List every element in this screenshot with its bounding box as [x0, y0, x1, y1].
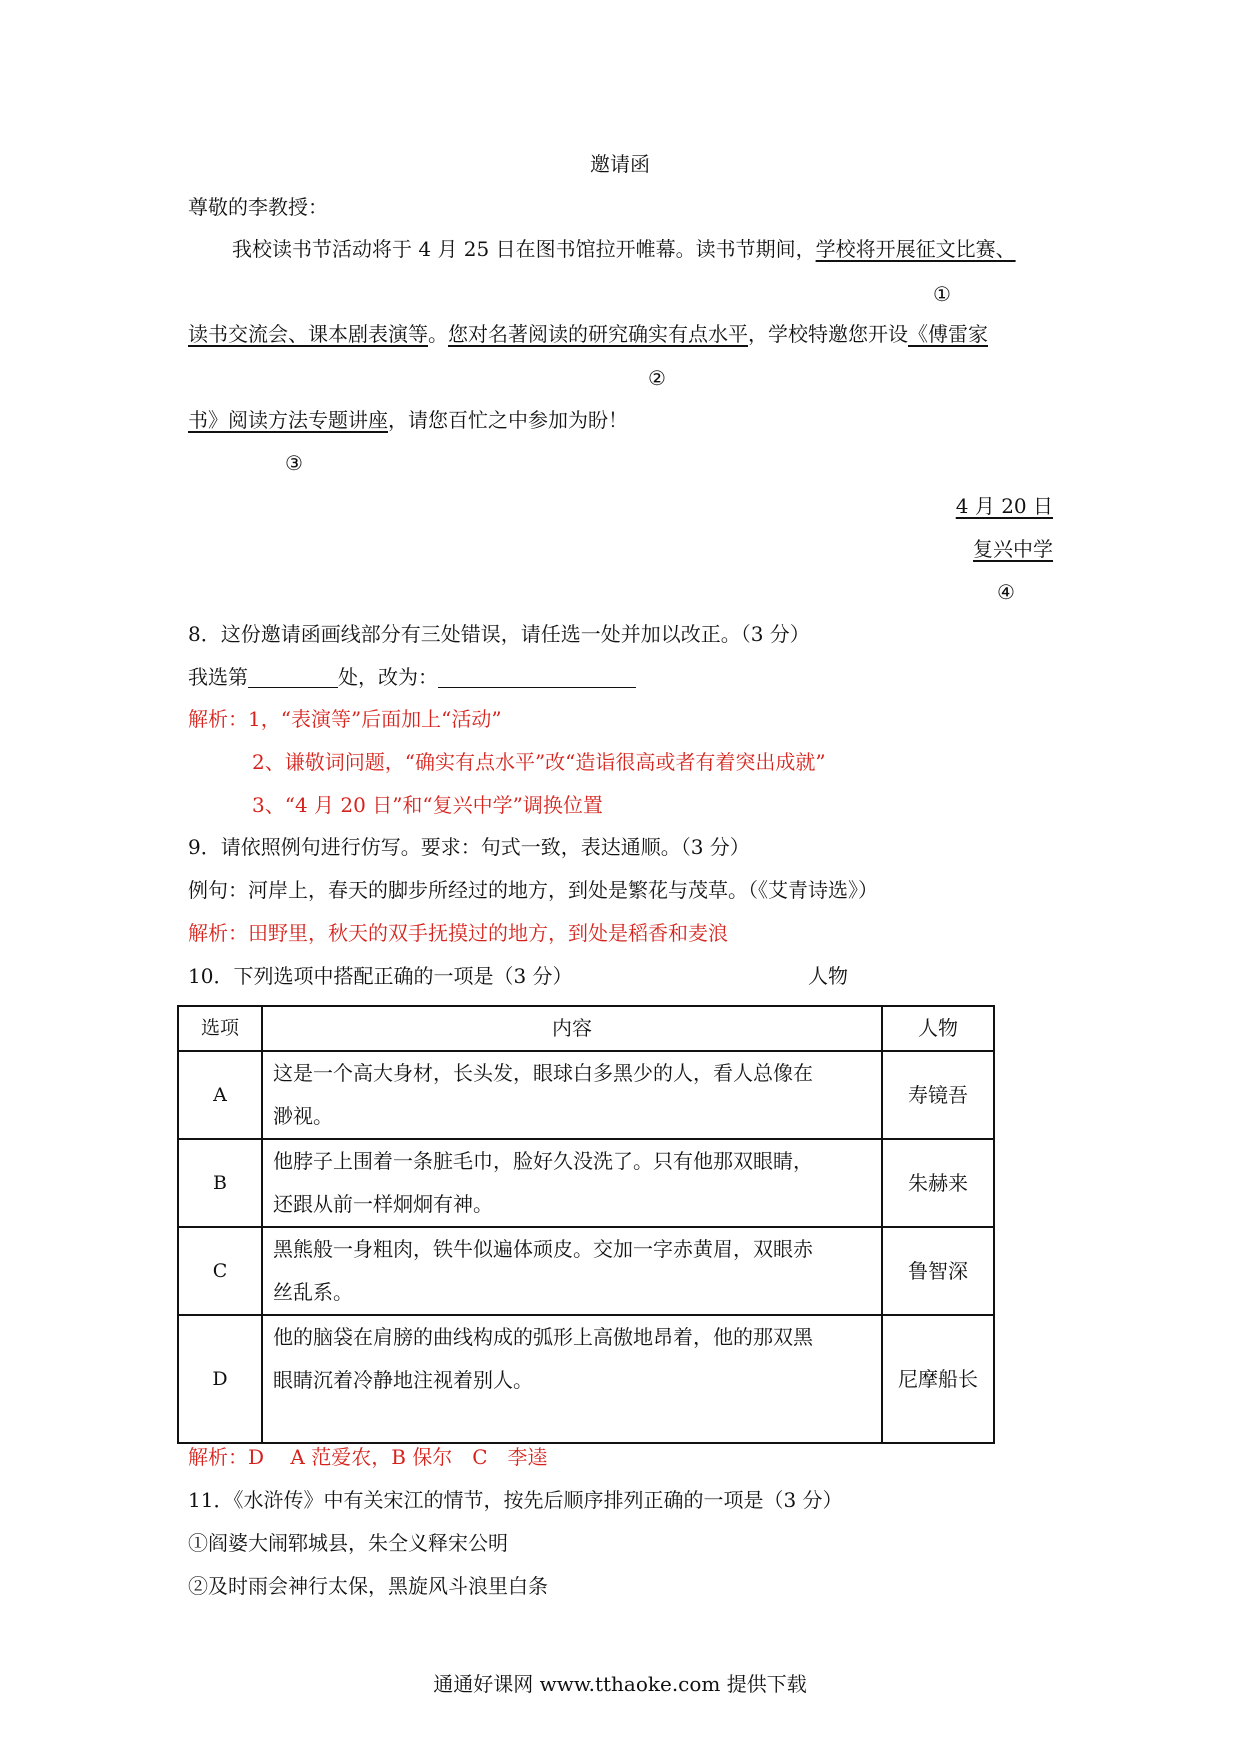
- q8-analysis-2: 2、谦敬词问题，“确实有点水平”改“造诣很高或者有着突出成就”: [252, 750, 826, 774]
- option-content: [262, 1051, 882, 1139]
- content-line: 他脖子上围着一条脏毛巾，脸好久没洗了。只有他那双眼睛，: [273, 1149, 813, 1173]
- content-line: 眼睛沉着冷静地注视着别人。: [273, 1368, 533, 1392]
- q9-analysis: 解析：田野里，秋天的双手抚摸过的地方，到处是稻香和麦浪: [188, 921, 728, 945]
- content-line: 还跟从前一样炯炯有神。: [273, 1192, 493, 1216]
- q9-question: 9．请依照例句进行仿写。要求：句式一致，表达通顺。（3 分）: [188, 835, 750, 859]
- q10-analysis: 解析：D A 范爱农，B 保尔 C 李逵: [188, 1445, 548, 1469]
- q8-blank-correction: [438, 667, 636, 688]
- underlined-error-1b: 读书交流会、课本剧表演等: [188, 322, 428, 346]
- table-row: [178, 1051, 994, 1139]
- q10-question: 10．下列选项中搭配正确的一项是（3 分）: [188, 964, 573, 988]
- underlined-error-2: 您对名著阅读的研究确实有点水平: [448, 322, 748, 346]
- header-option: 选项: [178, 1006, 262, 1051]
- salutation: 尊敬的李教授：: [188, 195, 328, 219]
- header-content: 内容: [262, 1006, 882, 1051]
- content-line: 渺视。: [273, 1104, 333, 1128]
- letter-text: 。: [428, 322, 448, 346]
- q8-blank-number: [248, 667, 338, 688]
- option-label: B: [178, 1139, 262, 1227]
- q8-answer-mid: 处，改为：: [338, 665, 438, 689]
- option-content: [262, 1315, 882, 1443]
- letter-text: ，请您百忙之中参加为盼！: [388, 408, 628, 432]
- q8-question: 8．这份邀请函画线部分有三处错误，请任选一处并加以改正。（3 分）: [188, 622, 810, 646]
- underlined-error-3b: 书》阅读方法专题讲座: [188, 408, 388, 432]
- option-person: 鲁智深: [882, 1227, 994, 1315]
- table-row: [178, 1139, 994, 1227]
- content-line: 黑熊般一身粗肉，铁牛似遍体顽皮。交加一字赤黄眉，双眼赤: [273, 1237, 813, 1261]
- letter-date: 4 月 20 日: [955, 494, 1053, 518]
- error-marker-1: ①: [933, 282, 951, 306]
- option-label: A: [178, 1051, 262, 1139]
- table-header-row: [178, 1006, 994, 1051]
- option-person: 寿镜吾: [882, 1051, 994, 1139]
- q8-analysis-1: 解析：1，“表演等”后面加上“活动”: [188, 707, 502, 731]
- q11-item-2: ②及时雨会神行太保，黑旋风斗浪里白条: [188, 1574, 548, 1598]
- table-row: [178, 1227, 994, 1315]
- option-label: D: [178, 1315, 262, 1443]
- error-marker-3: ③: [285, 451, 303, 475]
- letter-signature: 复兴中学: [973, 537, 1053, 561]
- letter-text: ，学校特邀您开设: [748, 322, 908, 346]
- q10-options-table: [177, 1005, 995, 1444]
- underlined-error-3a: 《傅雷家: [908, 322, 988, 346]
- error-marker-4: ④: [997, 580, 1015, 604]
- option-content: [262, 1139, 882, 1227]
- content-line: 丝乱系。: [273, 1280, 353, 1304]
- q8-answer-line: [188, 663, 636, 691]
- q10-floating-label: 人物: [808, 964, 848, 988]
- q11-question: 11．《水浒传》中有关宋江的情节，按先后顺序排列正确的一项是（3 分）: [188, 1488, 843, 1512]
- option-person: 朱赫来: [882, 1139, 994, 1227]
- letter-line-3: [188, 406, 628, 434]
- q8-analysis-3: 3、“4 月 20 日”和“复兴中学”调换位置: [252, 793, 603, 817]
- q11-item-1: ①阎婆大闹郓城县，朱仝义释宋公明: [188, 1531, 508, 1555]
- letter-text: 我校读书节活动将于 4 月 25 日在图书馆拉开帷幕。读书节期间，: [232, 237, 816, 261]
- content-line: 这是一个高大身材，长头发，眼球白多黑少的人，看人总像在: [273, 1061, 813, 1085]
- letter-line-1: [232, 235, 1016, 263]
- q9-example: 例句：河岸上，春天的脚步所经过的地方，到处是繁花与茂草。（《艾青诗选》）: [188, 878, 878, 902]
- underlined-error-1a: 学校将开展征文比赛、: [815, 237, 1016, 261]
- header-person: 人物: [882, 1006, 994, 1051]
- table-row: [178, 1315, 994, 1443]
- letter-line-2: [188, 320, 988, 348]
- q8-answer-prefix: 我选第: [188, 665, 248, 689]
- invitation-title: 邀请函: [590, 152, 650, 176]
- option-label: C: [178, 1227, 262, 1315]
- option-person: 尼摩船长: [882, 1315, 994, 1443]
- page-footer: 通通好课网 www.tthaoke.com 提供下载: [433, 1672, 807, 1696]
- content-line: 他的脑袋在肩膀的曲线构成的弧形上高傲地昂着，他的那双黑: [273, 1325, 813, 1349]
- error-marker-2: ②: [648, 366, 666, 390]
- option-content: [262, 1227, 882, 1315]
